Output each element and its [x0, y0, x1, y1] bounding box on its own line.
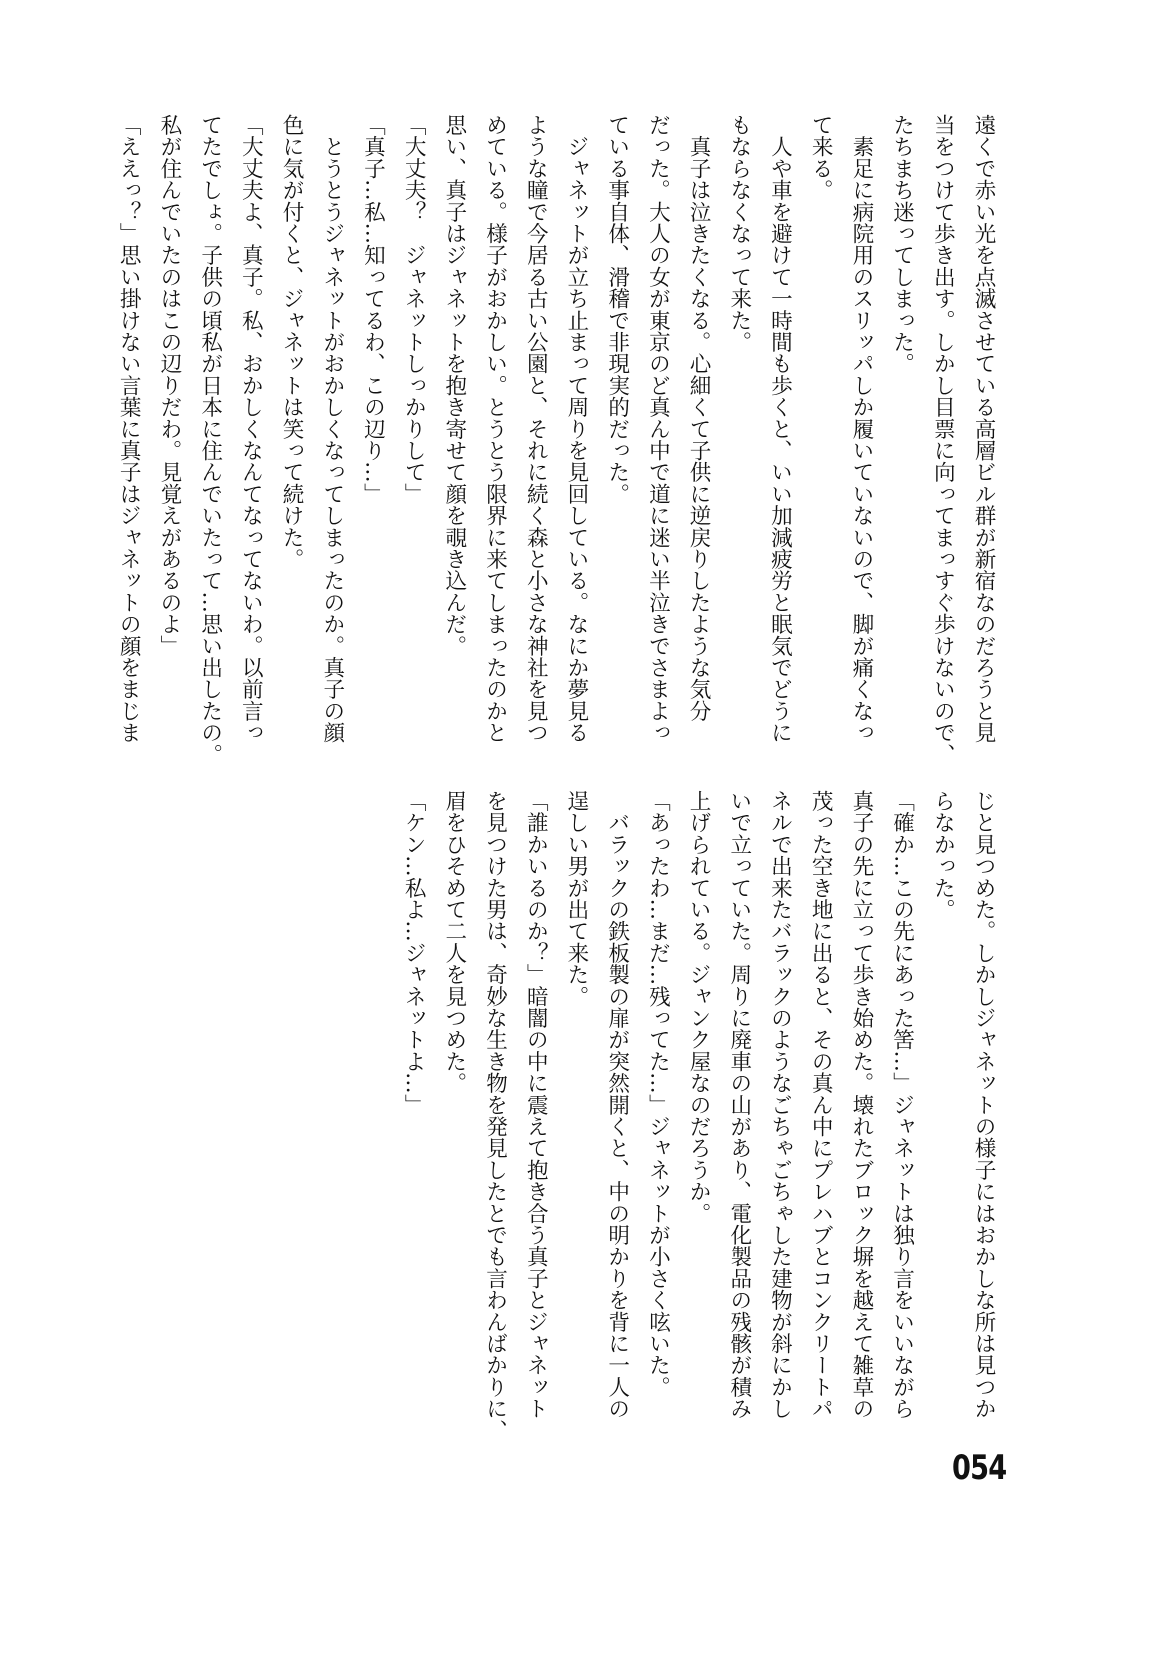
text-line: 思い、真子はジャネットを抱き寄せて顔を覗き込んだ。	[441, 114, 467, 657]
text-line: 「確か…この先にあった筈…」ジャネットは独り言をいいながら	[889, 790, 915, 1420]
page-number: 054	[952, 1448, 1007, 1488]
text-line: 「大丈夫よ、真子。私、おかしくなんてなってないわ。以前言っ	[238, 114, 264, 744]
text-line: 遠くで赤い光を点滅させている高層ビル群が新宿なのだろうと見	[971, 114, 996, 744]
text-line: 逞しい男が出て来た。	[563, 790, 589, 1007]
text-line: 「誰かいるのか？」暗闇の中に震えて抱き合う真子とジャネット	[523, 790, 549, 1420]
text-line: ている事自体、滑稽で非現実的だった。	[604, 114, 630, 505]
text-line: 真子は泣きたくなる。心細くて子供に逆戻りしたような気分	[686, 114, 712, 722]
text-line: ジャネットが立ち止まって周りを見回している。なにか夢見る	[563, 114, 589, 744]
text-line: もならなくなって来た。	[726, 114, 752, 353]
text-line: だった。大人の女が東京のど真ん中で道に迷い半泣きでさまよっ	[645, 114, 671, 744]
text-line: 当をつけて歩き出す。しかし目票に向ってまっすぐ歩けないので、	[930, 114, 956, 765]
text-line: ような瞳で今居る古い公園と、それに続く森と小さな神社を見つ	[523, 114, 549, 744]
text-line: 「ケン…私よ…ジャネットよ…」	[401, 790, 427, 1116]
text-line: 真子の先に立って歩き始めた。壊れたブロック塀を越えて雑草の	[848, 790, 874, 1420]
text-line: たちまち迷ってしまった。	[889, 114, 915, 375]
text-line: 茂った空き地に出ると、その真ん中にプレハブとコンクリートパ	[808, 790, 834, 1420]
text-line: てたでしょ。子供の頃私が日本に住んでいたって…思い出したの。	[197, 114, 223, 765]
text-line: 人や車を避けて一時間も歩くと、いい加減疲労と眠気でどうに	[767, 114, 793, 744]
text-line: じと見つめた。しかしジャネットの様子にはおかしな所は見つか	[971, 790, 996, 1420]
text-line: 上げられている。ジャンク屋なのだろうか。	[686, 790, 712, 1224]
text-line: て来る。	[808, 114, 834, 201]
text-line: とうとうジャネットがおかしくなってしまったのか。真子の顔	[319, 114, 345, 744]
text-line: 「ええっ？」思い掛けない言葉に真子はジャネットの顔をまじま	[116, 114, 142, 744]
text-line: 眉をひそめて二人を見つめた。	[441, 790, 467, 1094]
lower-text-block	[103, 790, 1003, 1441]
text-line: 「大丈夫？ ジャネットしっかりして」	[401, 114, 427, 505]
upper-text-block	[103, 114, 1003, 765]
text-line: 素足に病院用のスリッパしか履いていないので、脚が痛くなっ	[848, 114, 874, 744]
text-line: いで立っていた。周りに廃車の山があり、電化製品の残骸が積み	[726, 790, 752, 1420]
text-line: 私が住んでいたのはこの辺りだわ。見覚えがあるのよ」	[156, 114, 182, 657]
text-line: 「あったわ…まだ…残ってた…」ジャネットが小さく呟いた。	[645, 790, 671, 1398]
text-line: 色に気が付くと、ジャネットは笑って続けた。	[279, 114, 305, 570]
text-line: ネルで出来たバラックのようなごちゃごちゃした建物が斜にかし	[767, 790, 793, 1420]
text-line: めている。様子がおかしい。とうとう限界に来てしまったのかと	[482, 114, 508, 744]
text-line: 「真子…私…知ってるわ、この辺り…」	[360, 114, 386, 505]
text-line: を見つけた男は、奇妙な生き物を発見したとでも言わんばかりに、	[482, 790, 508, 1441]
text-line: バラックの鉄板製の扉が突然開くと、中の明かりを背に一人の	[604, 790, 630, 1420]
text-line: らなかった。	[930, 790, 956, 921]
